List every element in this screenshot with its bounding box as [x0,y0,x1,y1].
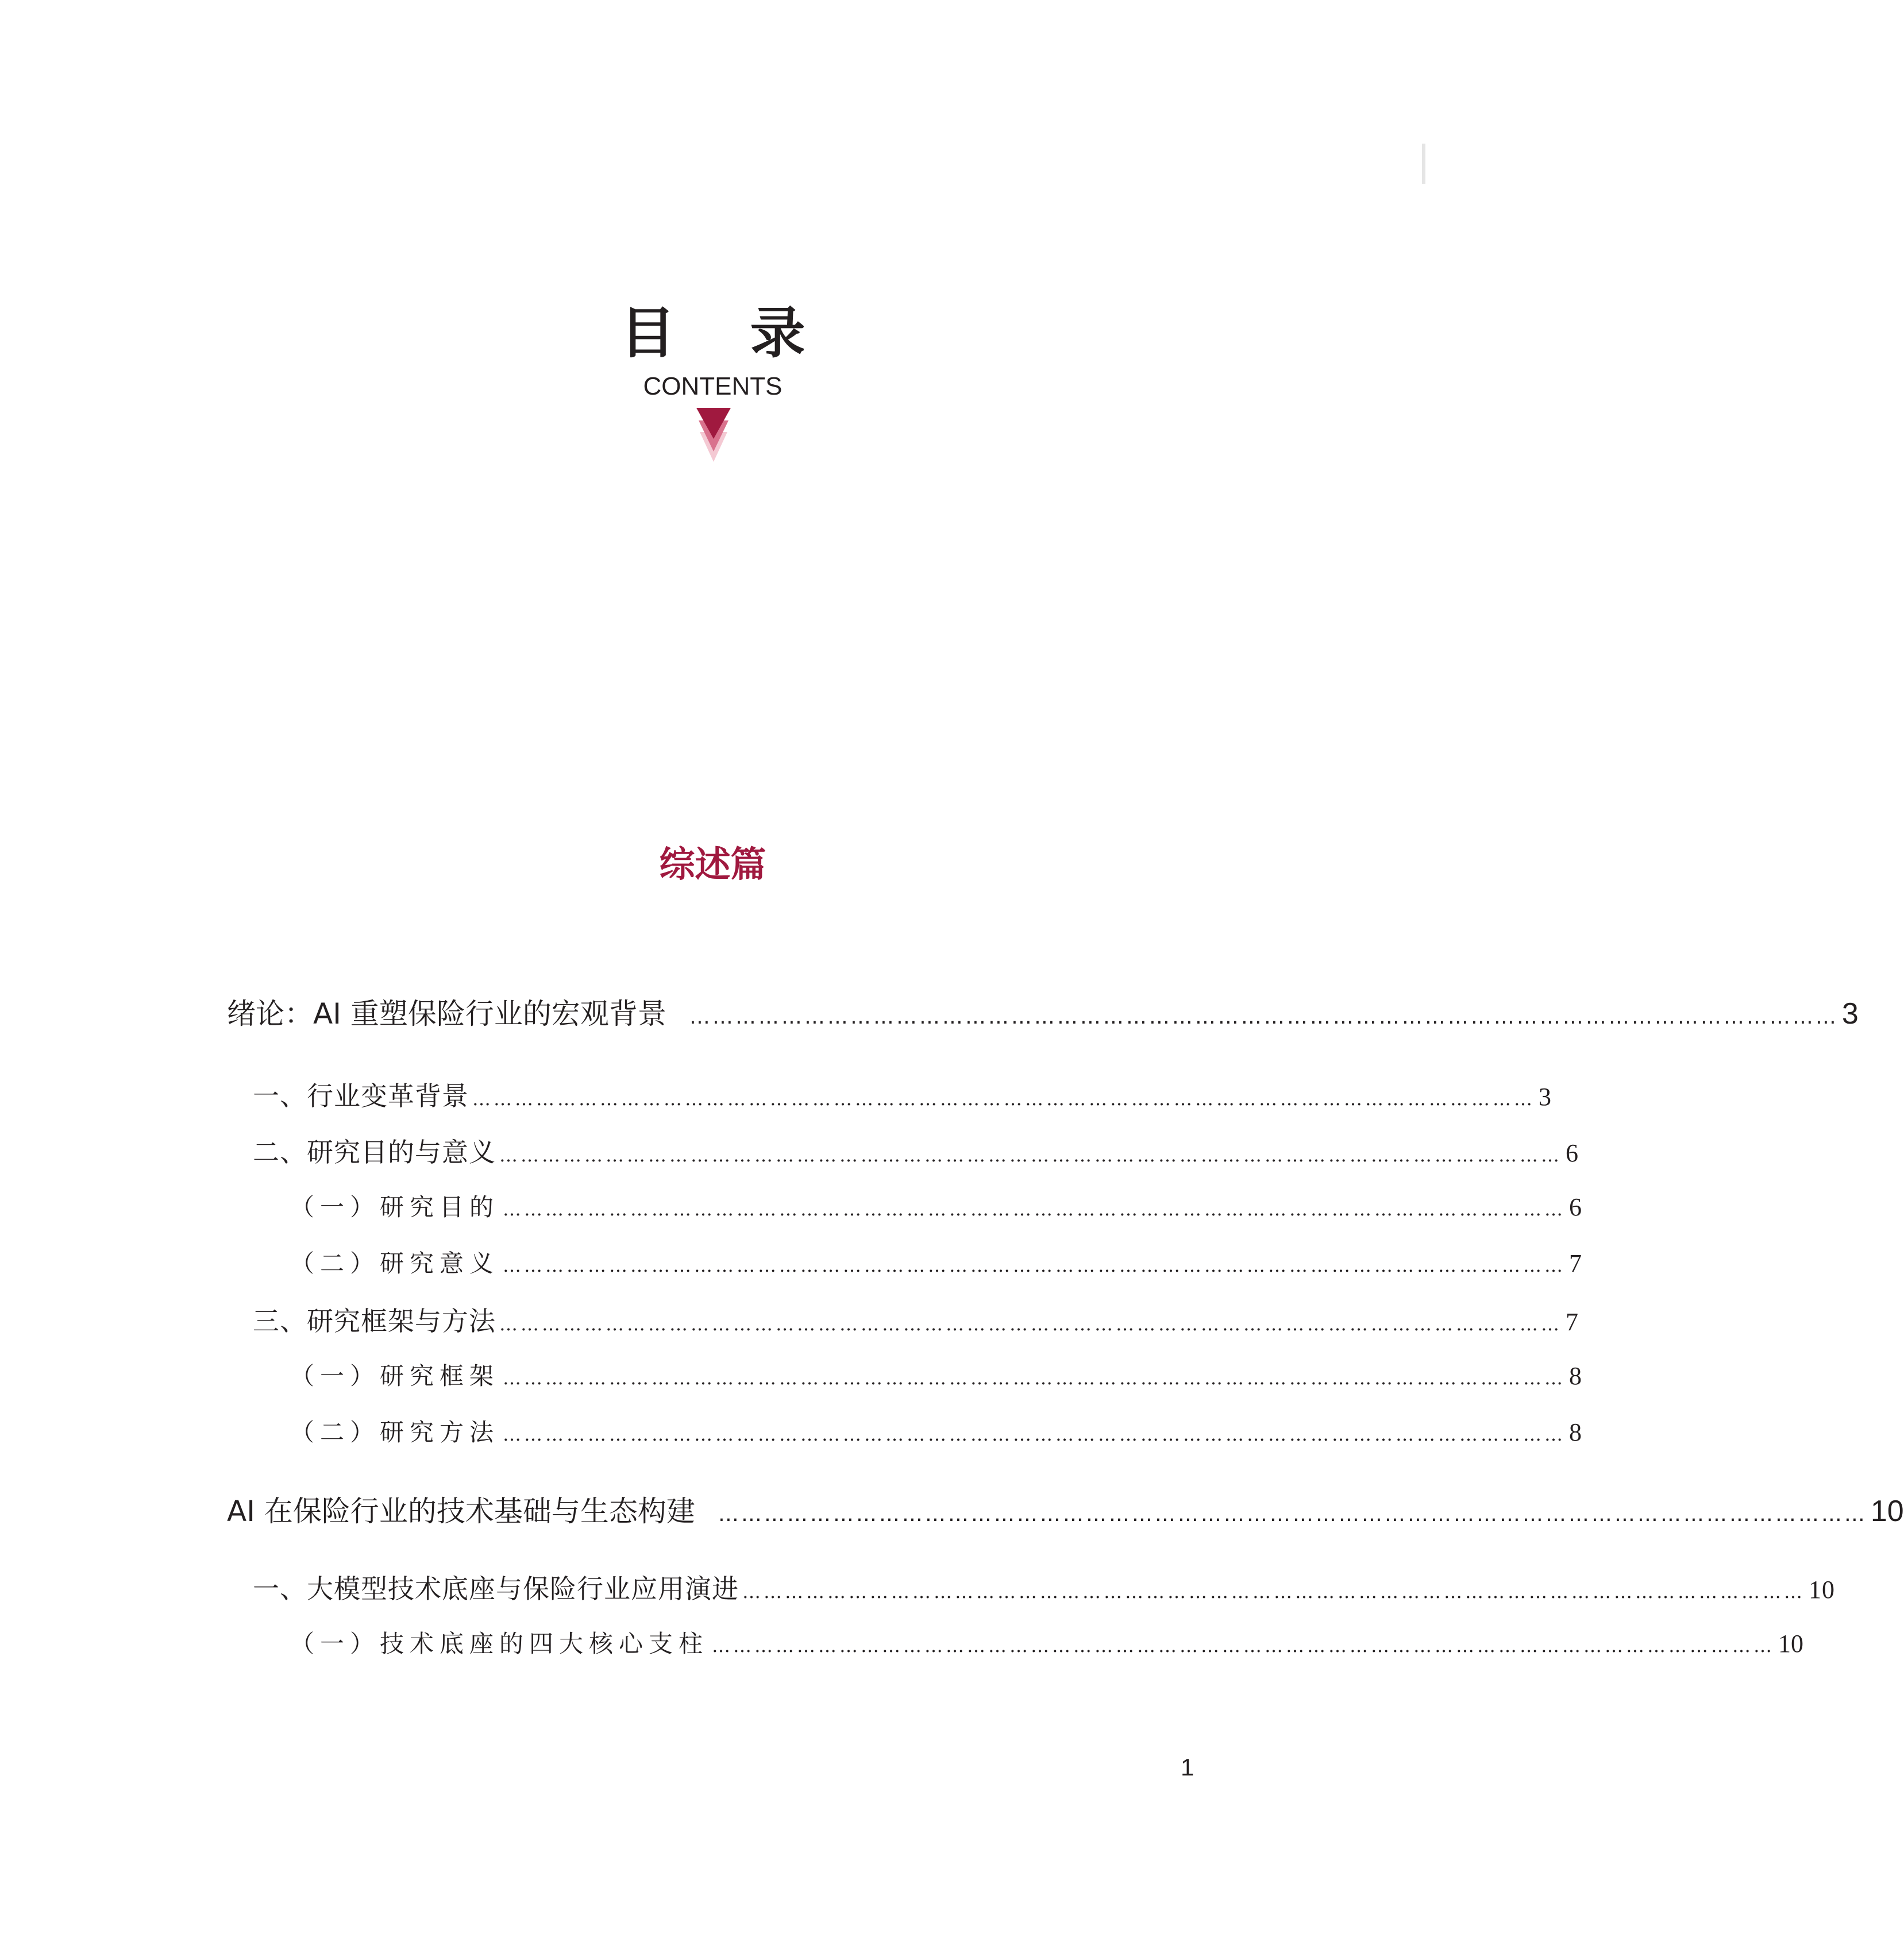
toc-entry-page: 10 [1778,1630,1804,1658]
toc-entry-subsection[interactable] [290,1415,1582,1452]
toc-leader-dots: …………………………………………………………………………………………………………………………………… [503,1423,1566,1445]
toc-entry-page: 8 [1569,1362,1582,1390]
toc-entry-label: （一）研究目的 [290,1193,500,1221]
toc-entry-label: 绪论：AI 重塑保险行业的宏观背景 [227,997,666,1030]
toc-entry-section[interactable] [253,1570,1835,1610]
toc-entry-page: 10 [1809,1576,1835,1604]
toc-entry-label: 三、研究框架与方法 [253,1306,496,1337]
toc-entry-page: 6 [1569,1193,1582,1221]
toc-leader-dots: …………………………………………………………………………………………………………………………………… [718,1503,1867,1526]
toc-leader-dots: …………………………………………………………………………………………………………………………………… [472,1088,1535,1110]
toc-entry-subsection[interactable] [290,1246,1582,1283]
toc-entry-label: （二）研究方法 [290,1418,500,1446]
toc-leader-dots: …………………………………………………………………………………………………………………………………… [503,1198,1566,1220]
toc-entry-label: （二）研究意义 [290,1249,500,1277]
toc-entry-page: 7 [1569,1249,1582,1277]
page-subtitle: CONTENTS [643,372,783,400]
triple-chevron-down-icon [695,408,732,463]
toc-leader-dots: …………………………………………………………………………………………………………………………………… [503,1254,1566,1276]
page-number: 1 [1181,1754,1194,1781]
toc-entry-subsection[interactable] [290,1190,1582,1226]
toc-entry-subsection[interactable] [290,1627,1804,1663]
toc-leader-dots: …………………………………………………………………………………………………………………………………… [499,1144,1562,1166]
section-title: 综述篇 [659,843,766,885]
toc-entry-page: 7 [1566,1308,1579,1336]
toc-entry-label: AI 在保险行业的技术基础与生态构建 [227,1495,695,1528]
toc-leader-dots: …………………………………………………………………………………………………………………………………… [499,1313,1562,1335]
toc-entry-section[interactable] [253,1134,1579,1173]
toc-entry-page: 10 [1870,1495,1904,1528]
toc-entry-label: 一、行业变革背景 [253,1080,469,1111]
toc-entry-subsection[interactable] [290,1359,1582,1395]
toc-leader-dots: …………………………………………………………………………………………………………………………………… [503,1367,1566,1389]
toc-entry-label: （一）技术底座的四大核心支柱 [290,1630,709,1658]
toc-entry-page: 3 [1539,1083,1552,1111]
toc-entry-chapter[interactable] [227,994,1859,1037]
toc-entry-section[interactable] [253,1303,1579,1342]
toc-entry-section[interactable] [253,1078,1552,1117]
toc-entry-page: 3 [1841,997,1859,1030]
toc-entry-label: 二、研究目的与意义 [253,1137,496,1168]
toc-entry-chapter[interactable] [227,1491,1904,1535]
page-edge-mark [1422,144,1425,184]
toc-leader-dots: …………………………………………………………………………………………………………………………………… [712,1635,1775,1657]
toc-entry-page: 8 [1569,1418,1582,1446]
toc-leader-dots: …………………………………………………………………………………………………………………………………… [689,1005,1839,1029]
toc-leader-dots: …………………………………………………………………………………………………………………………………… [742,1581,1805,1603]
toc-entry-label: 一、大模型技术底座与保险行业应用演进 [253,1573,739,1604]
toc-entry-label: （一）研究框架 [290,1362,500,1390]
page-title: 目录 [620,301,880,365]
toc-entry-page: 6 [1566,1139,1579,1167]
